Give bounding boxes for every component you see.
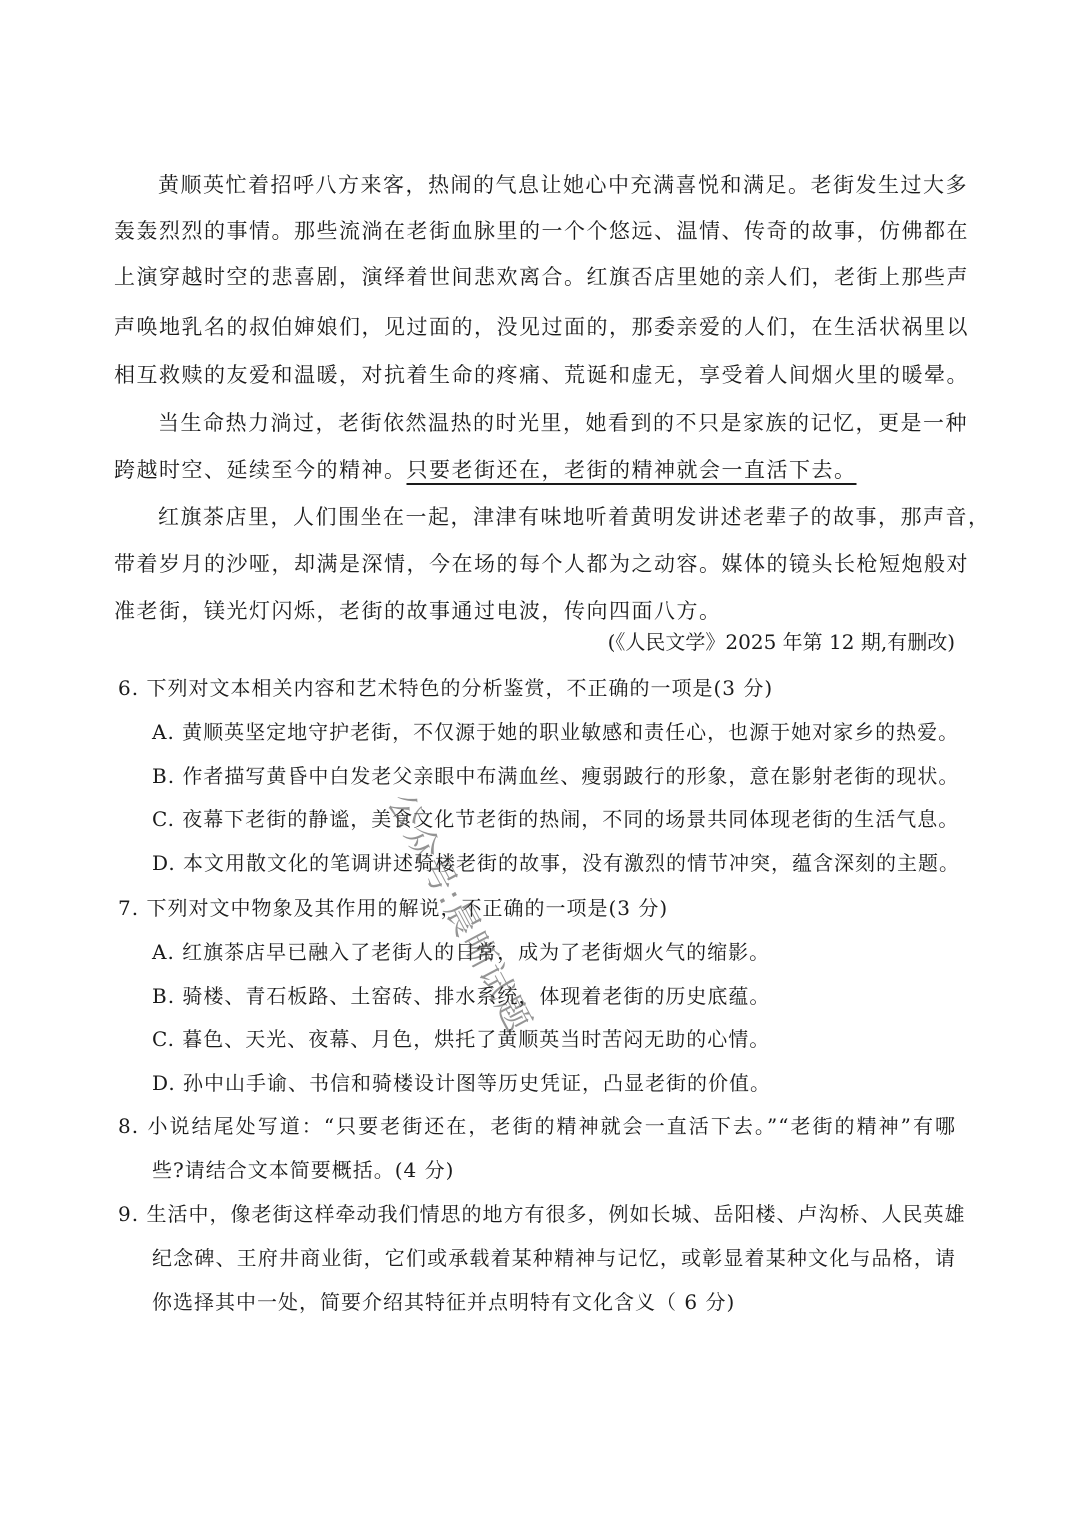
passage-p2-line2 (114, 455, 964, 485)
question-6-option-a: A. 黄顺英坚定地守护老街，不仅源于她的职业敏感和责任心，也源于她对家乡的热爱。 (152, 720, 960, 744)
passage-p2-line1: 当生命热力淌过，老街依然温热的时光里，她看到的不只是家族的记忆，更是一种 (158, 411, 968, 435)
source-citation: (《人民文学》2025 年第 12 期,有删改) (607, 630, 955, 654)
passage-p1-line4: 声唤地乳名的叔伯婶娘们，见过面的，没见过面的，那委亲爱的人们，在生活状祸里以 (114, 315, 969, 339)
question-6-stem: 6. 下列对文本相关内容和艺术特色的分析鉴赏，不正确的一项是(3 分) (118, 676, 774, 700)
question-7-option-a: A. 红旗茶店早已融入了老街人的日常，成为了老街烟火气的缩影。 (152, 940, 771, 964)
question-7-option-b: B. 骑楼、青石板路、土窑砖、排水系统，体现着老街的历史底蕴。 (152, 984, 771, 1008)
passage-p2-text: 跨越时空、延续至今的精神。 (114, 458, 407, 482)
question-6-option-d: D. 本文用散文化的笔调讲述骑楼老街的故事，没有激烈的情节冲突，蕴含深刻的主题。 (152, 851, 961, 875)
question-6-option-c: C. 夜幕下老街的静谧，美食文化节老街的热闹，不同的场景共同体现老街的生活气息。 (152, 807, 960, 831)
question-7-option-d: D. 孙中山手谕、书信和骑楼设计图等历史凭证，凸显老街的价值。 (152, 1071, 772, 1095)
question-8-line1: 8. 小说结尾处写道：“只要老街还在，老街的精神就会一直活下去。”“老街的精神”有哪 (118, 1114, 956, 1138)
passage-p1-line1: 黄顺英忙着招呼八方来客，热闹的气息让她心中充满喜悦和满足。老街发生过大多 (158, 173, 968, 197)
watermark: 公众号:晨晰试题 (379, 786, 540, 1040)
question-9-line1: 9. 生活中，像老街这样牵动我们情思的地方有很多，例如长城、岳阳楼、卢沟桥、人民英雄 (118, 1202, 966, 1226)
passage-p1-line5: 相互救赎的友爱和温暖，对抗着生命的疼痛、荒诞和虚无，享受着人间烟火里的暖晕。 (114, 363, 969, 387)
question-8-line2: 些?请结合文本简要概括。(4 分) (152, 1158, 455, 1182)
question-9-line2: 纪念碑、王府井商业街，它们或承载着某种精神与记忆，或彰显着某种文化与品格，请 (152, 1246, 956, 1270)
passage-p1-line2: 轰轰烈烈的事情。那些流淌在老街血脉里的一个个悠远、温情、传奇的故事，仿佛都在 (114, 219, 969, 243)
passage-p1-line3: 上演穿越时空的悲喜剧，演绎着世间悲欢离合。红旗否店里她的亲人们，老街上那些声 (114, 265, 969, 289)
passage-p3-line1: 红旗茶店里，人们围坐在一起，津津有味地听着黄明发讲述老辈子的故事，那声音， (158, 505, 991, 529)
passage-p3-line3: 准老街，镁光灯闪烁，老街的故事通过电波，传向四面八方。 (114, 599, 722, 623)
question-7-stem: 7. 下列对文中物象及其作用的解说，不正确的一项是(3 分) (118, 896, 669, 920)
underlined-sentence: 只要老街还在，老街的精神就会一直活下去。 (406, 458, 857, 482)
question-6-option-b: B. 作者描写黄昏中白发老父亲眼中布满血丝、瘦弱跛行的形象，意在影射老街的现状。 (152, 764, 960, 788)
passage-p3-line2: 带着岁月的沙哑，却满是深情，今在场的每个人都为之动容。媒体的镜头长枪短炮般对 (114, 552, 969, 576)
question-9-line3: 你选择其中一处，简要介绍其特征并点明特有文化含义（ 6 分) (152, 1290, 736, 1314)
question-7-option-c: C. 暮色、天光、夜幕、月色，烘托了黄顺英当时苦闷无助的心情。 (152, 1027, 771, 1051)
